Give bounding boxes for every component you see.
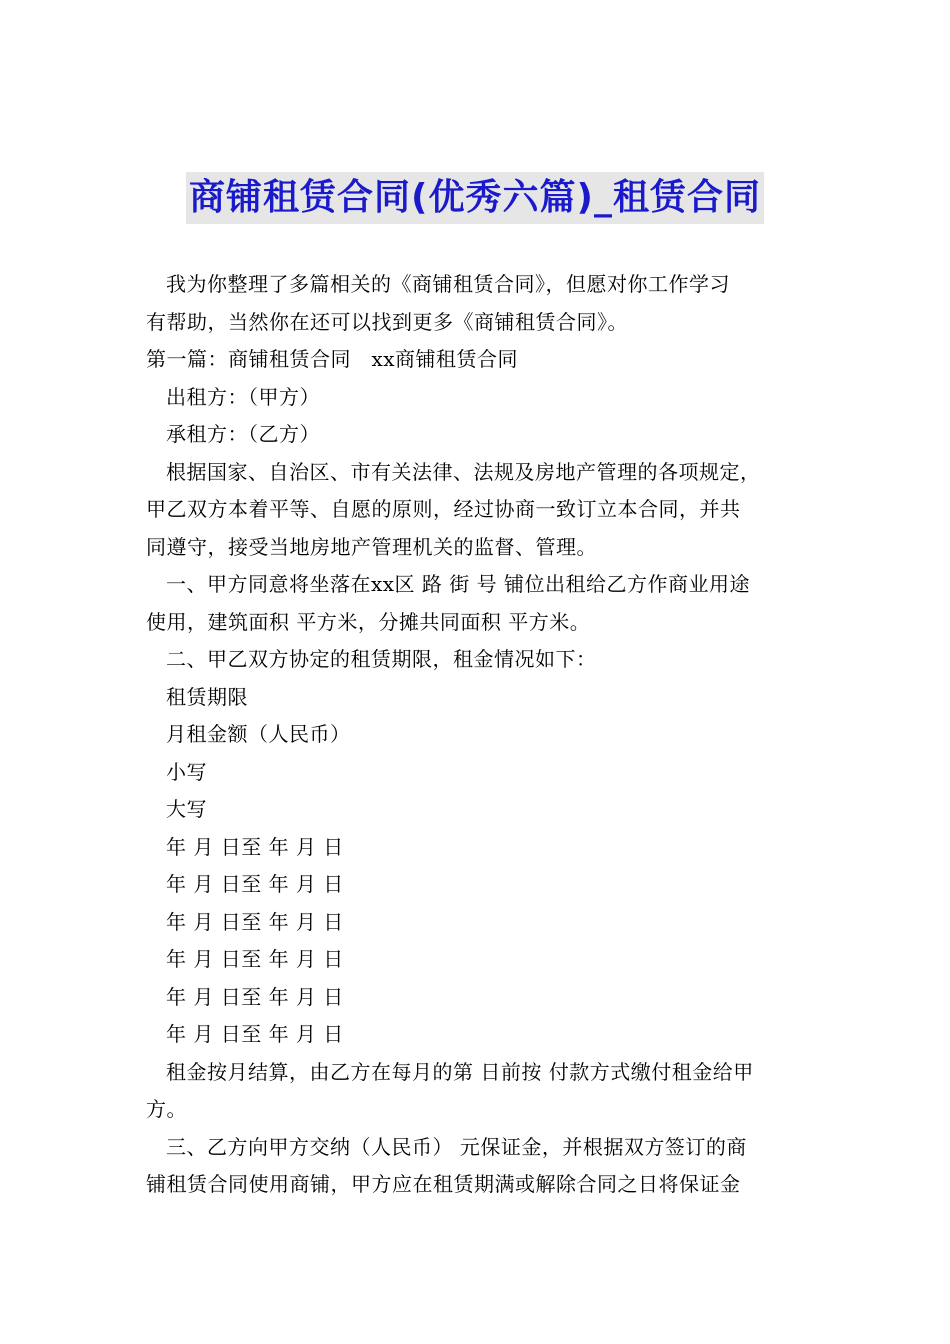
paragraph-line: 有帮助，当然你在还可以找到更多《商铺租赁合同》。 (146, 309, 628, 334)
paragraph-line: 同遵守，接受当地房地产管理机关的监督、管理。 (146, 534, 597, 559)
uppercase-amount-label: 大写 (166, 797, 207, 821)
clause-line: 铺租赁合同使用商铺，甲方应在租赁期满或解除合同之日将保证金 (146, 1172, 741, 1196)
date-range-line: 年 月 日至 年 月 日 (166, 872, 344, 896)
date-range-line: 年 月 日至 年 月 日 (166, 1022, 344, 1046)
date-range-line: 年 月 日至 年 月 日 (166, 909, 344, 934)
paragraph-line: 根据国家、自治区、市有关法律、法规及房地产管理的各项规定， (166, 459, 761, 484)
section-heading: 第一篇：商铺租赁合同 xx商铺租赁合同 (146, 347, 519, 371)
document-title-text: 商铺租赁合同(优秀六篇)_租赁合同 (186, 172, 764, 224)
monthly-rent-label: 月租金额（人民币） (166, 722, 351, 746)
paragraph-line: 租金按月结算，由乙方在每月的第 日前按 付款方式缴付租金给甲 (166, 1059, 754, 1084)
lessor-line: 出租方：（甲方） (166, 384, 320, 409)
clause-line: 一、甲方同意将坐落在xx区 路 街 号 铺位出租给乙方作商业用途 (166, 572, 750, 596)
paragraph-line: 方。 (146, 1097, 187, 1121)
clause-line: 使用，建筑面积 平方米，分摊共同面积 平方米。 (146, 609, 591, 634)
lowercase-amount-label: 小写 (166, 759, 207, 784)
document-body (146, 266, 816, 1204)
clause-line: 二、甲乙双方协定的租赁期限，租金情况如下： (166, 647, 597, 671)
lease-term-label: 租赁期限 (166, 684, 248, 709)
date-range-line: 年 月 日至 年 月 日 (166, 984, 344, 1009)
lessee-line: 承租方：（乙方） (166, 422, 320, 446)
date-range-line: 年 月 日至 年 月 日 (166, 834, 344, 859)
paragraph-line: 我为你整理了多篇相关的《商铺租赁合同》，但愿对你工作学习 (166, 272, 730, 296)
paragraph-line: 甲乙双方本着平等、自愿的原则，经过协商一致订立本合同，并共 (146, 497, 741, 521)
clause-line: 三、乙方向甲方交纳（人民币） 元保证金，并根据双方签订的商 (166, 1134, 747, 1159)
date-range-line: 年 月 日至 年 月 日 (166, 947, 344, 971)
document-title (0, 172, 950, 224)
